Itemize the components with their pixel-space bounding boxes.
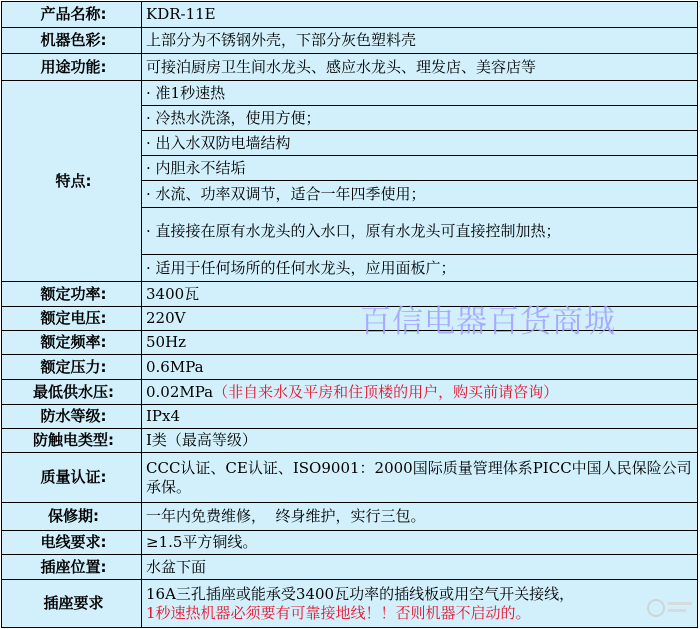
feature-item: · 准1秒速热 bbox=[142, 81, 698, 106]
label-warranty: 保修期: bbox=[2, 503, 142, 531]
value-socket-position: 水盆下面 bbox=[142, 555, 698, 580]
value-cert: CCC认证、CE认证、ISO9001：2000国际质量管理体系PICC中国人民保险公司承保。 bbox=[142, 453, 698, 503]
feature-item: · 出入水双防电墙结构 bbox=[142, 131, 698, 156]
label-model: 产品名称: bbox=[2, 2, 142, 28]
value-wire: ≥1.5平方铜线。 bbox=[142, 531, 698, 555]
label-power: 额定功率: bbox=[2, 282, 142, 307]
label-cert: 质量认证: bbox=[2, 453, 142, 503]
row-socket-position bbox=[2, 555, 698, 580]
label-pressure: 额定压力: bbox=[2, 355, 142, 380]
label-socket-position: 插座位置: bbox=[2, 555, 142, 580]
socket-requirement-line2: 1秒速热机器必须要有可靠接地线！！否则机器不启动的。 bbox=[146, 603, 531, 622]
watermark-logo-icon bbox=[646, 596, 696, 623]
label-features: 特点: bbox=[2, 81, 142, 282]
label-shock: 防触电类型: bbox=[2, 429, 142, 453]
value-min-pressure bbox=[142, 380, 698, 405]
value-color: 上部分为不锈钢外壳，下部分灰色塑料壳 bbox=[142, 28, 698, 54]
label-usage: 用途功能: bbox=[2, 54, 142, 81]
label-frequency: 额定频率: bbox=[2, 331, 142, 355]
row-usage bbox=[2, 54, 698, 81]
feature-item: · 直接接在原有水龙头的入水口，原有水龙头可直接控制加热； bbox=[142, 208, 698, 255]
feature-item: · 水流、功率双调节，适合一年四季使用； bbox=[142, 181, 698, 208]
row-model bbox=[2, 2, 698, 28]
row-color bbox=[2, 28, 698, 54]
row-waterproof bbox=[2, 405, 698, 429]
value-model: KDR-11E bbox=[142, 2, 698, 28]
label-voltage: 额定电压: bbox=[2, 307, 142, 331]
row-min-pressure bbox=[2, 380, 698, 405]
min-pressure-note: （非自来水及平房和住顶楼的用户，购买前请咨询） bbox=[213, 382, 559, 401]
socket-requirement-line1: 16A三孔插座或能承受3400瓦功率的插线板或用空气开关接线， bbox=[146, 584, 575, 603]
value-warranty: 一年内免费维修， 终身维护，实行三包。 bbox=[142, 503, 698, 531]
row-socket-requirement bbox=[2, 580, 698, 628]
value-usage: 可接泊厨房卫生间水龙头、感应水龙头、理发店、美容店等 bbox=[142, 54, 698, 81]
row-warranty bbox=[2, 503, 698, 531]
value-waterproof: IPx4 bbox=[142, 405, 698, 429]
value-frequency: 50Hz bbox=[142, 331, 698, 355]
value-power: 3400瓦 bbox=[142, 282, 698, 307]
row-wire bbox=[2, 531, 698, 555]
label-min-pressure: 最低供水压: bbox=[2, 380, 142, 405]
value-shock: I类（最高等级） bbox=[142, 429, 698, 453]
row-pressure bbox=[2, 355, 698, 380]
label-waterproof: 防水等级: bbox=[2, 405, 142, 429]
label-socket-requirement: 插座要求 bbox=[2, 580, 142, 628]
min-pressure-number: 0.02MPa bbox=[146, 382, 214, 401]
row-feature bbox=[2, 81, 698, 106]
feature-item: · 内胆永不结垢 bbox=[142, 156, 698, 181]
row-shock bbox=[2, 429, 698, 453]
watermark-text: 百信电器百货商城 bbox=[360, 304, 616, 340]
value-pressure: 0.6MPa bbox=[142, 355, 698, 380]
value-socket-requirement bbox=[142, 580, 698, 628]
label-wire: 电线要求: bbox=[2, 531, 142, 555]
row-cert bbox=[2, 453, 698, 503]
feature-item: · 适用于任何场所的任何水龙头，应用面板广； bbox=[142, 255, 698, 282]
value-voltage: 220V bbox=[142, 307, 698, 331]
label-color: 机器色彩: bbox=[2, 28, 142, 54]
feature-item: · 冷热水洗涤，使用方便； bbox=[142, 106, 698, 131]
